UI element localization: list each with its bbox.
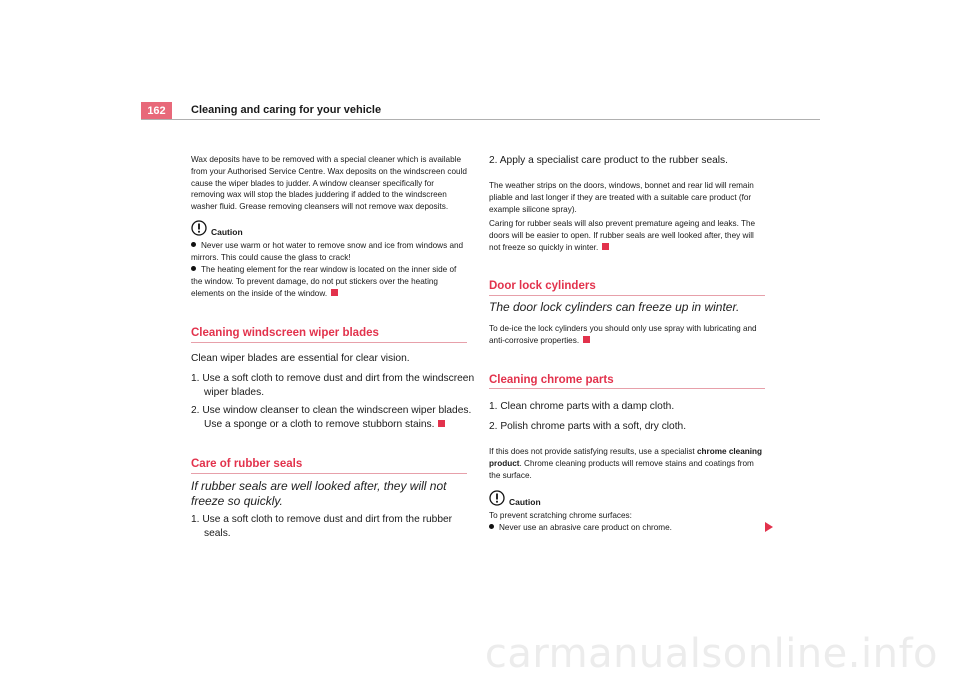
section-end-icon [583,336,590,343]
caution-bullet: Never use warm or hot water to remove snow and ice from windows and mirrors. This could cause the glass to crack! [191,241,464,262]
section-end-icon [331,289,338,296]
section-heading-chrome: Cleaning chrome parts [489,374,614,386]
rubber-step-1: 1. Use a soft cloth to remove dust and dirt from the rubber seals. [191,514,453,539]
door-lock-paragraph: To de-ice the lock cylinders you should only use spray with lubricating and anti-corrosive properties. [489,324,757,345]
header-divider [141,119,820,120]
bullet-icon [191,242,196,247]
section-rule [489,295,765,296]
bullet-icon [191,266,196,271]
section-end-icon [602,243,609,250]
page-header-title: Cleaning and caring for your vehicle [191,104,382,116]
chrome-note-paragraph: If this does not provide satisfying results, use a specialist chrome cleaning product. Chrome cleaning products will remove stains and coatings from the surface. [489,447,763,480]
page-number: 162 [141,102,172,120]
chrome-step-1: 1. Clean chrome parts with a damp cloth. [489,401,675,412]
rubber-subheading: If rubber seals are well looked after, they will not freeze so quickly. [191,479,447,508]
warning-icon [191,220,207,236]
bullet-icon [489,524,494,529]
section-heading-rubber: Care of rubber seals [191,458,303,470]
caution-label: Caution [509,497,541,507]
caution-bullet: The heating element for the rear window is located on the inner side of the window. To prevent damage, do not put stickers over the heating elements on the inside of the window. [191,265,457,298]
chrome-step-2: 2. Polish chrome parts with a soft, dry cloth. [489,421,687,432]
rubber-paragraph-2: Caring for rubber seals will also prevent premature ageing and leaks. The doors will be easier to open. If rubber seals are well looked after, they will not freeze so quickly in winter. [489,219,756,252]
section-heading-door-lock: Door lock cylinders [489,280,596,292]
warning-icon [489,490,505,506]
section-rule [191,473,467,474]
caution-box-left [191,219,243,237]
caution-bullet: Never use an abrasive care product on chrome. [489,522,765,534]
next-page-arrow-icon[interactable] [765,522,773,532]
rubber-paragraph-1: The weather strips on the doors, windows, bonnet and rear lid will remain pliable and last longer if they are treated with a suitable care product (for example silicone spray). [489,181,754,214]
caution-label: Caution [211,227,243,237]
door-lock-subheading: The door lock cylinders can freeze up in winter. [489,300,740,314]
wiper-step-1: 1. Use a soft cloth to remove dust and dirt from the windscreen wiper blades. [191,373,475,398]
section-heading-wiper: Cleaning windscreen wiper blades [191,327,379,339]
rubber-step-2: 2. Apply a specialist care product to the rubber seals. [489,155,728,166]
caution-box-right [489,489,541,507]
wiper-intro: Clean wiper blades are essential for clear vision. [191,353,410,364]
section-end-icon [438,420,445,427]
chrome-caution-intro: To prevent scratching chrome surfaces: [489,511,632,520]
wiper-step-2: 2. Use window cleanser to clean the windscreen wiper blades. Use a sponge or a cloth to remove stubborn stains. [191,405,472,430]
watermark: carmanualsonline.info [484,631,938,677]
wax-intro-paragraph: Wax deposits have to be removed with a special cleaner which is available from your Authorised Service Centre. Wax deposits on the windscreen could cause the wiper blades to judder. A window cleanser specifically for removing wax will stop the blades juddering if added to the windscreen washer fluid. Grease removing cleansers will not remove wax deposits. [191,155,467,212]
section-rule [489,388,765,389]
section-rule [191,342,467,343]
